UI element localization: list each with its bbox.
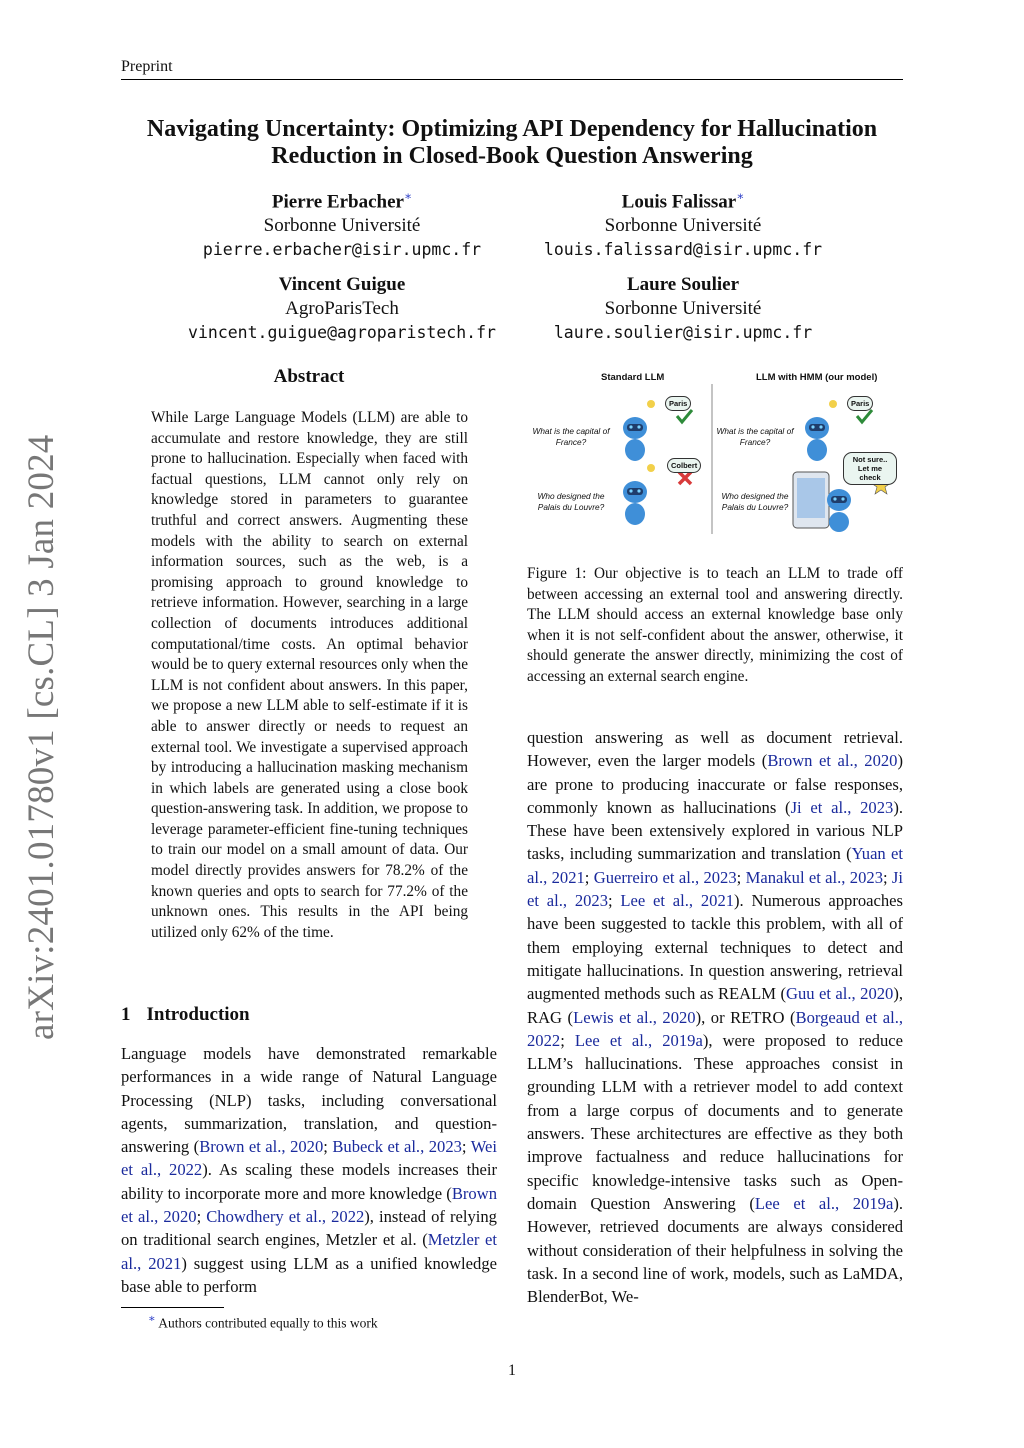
figure-question-1-right: What is the capital of France? [716, 426, 794, 447]
abstract-text: While Large Language Models (LLM) are able to accumulate and restore knowledge, they are still prone to hallucination. Especially when faced with factual questions, LLM cannot only rely on knowledge stored in parameters to guarantee truthful and correct answers. Augmenting these models with the ability to search on external information sources, such as the web, is a promising approach to ground knowledge to retrieve information. However, searching in a large collection of documents introduces additional computational/time costs. An optimal behavior would be to query external resources only when the LLM is not confident about answers. In this paper, we propose a new LLM able to self-estimate if it is able to answer directly or needs to request an external tool. We investigate a supervised approach by introducing a hallucination masking mechanism in which labels are generated using a close book question-answering task. In addition, we propose to leverage parameter-efficient fine-tuning techniques to train our model on a small amount of data. Our model directly provides answers for 78.2% of the known queries and opts to search for 77.2% of the unknown ones. This results in the API being utilized only 62% of the time. [151, 409, 468, 941]
citation-link[interactable]: 2022 [331, 1207, 365, 1227]
paper-title: Navigating Uncertainty: Optimizing API Dependency for Hallucination Reduction in Closed-Book Question Answering [146, 116, 878, 169]
figure-1 [527, 366, 903, 541]
citation-link[interactable]: 2021 [551, 867, 585, 887]
citation-link[interactable]: 2021 [148, 1253, 182, 1273]
citation-link[interactable]: Lee et al., [754, 1193, 840, 1213]
body-text: ; [882, 867, 892, 887]
answer-bubble-paris-right: Paris [847, 396, 873, 411]
citation-link[interactable]: 2020 [662, 1007, 696, 1027]
citation-link[interactable]: 2023 [860, 797, 894, 817]
citation-link[interactable]: 2023 [849, 867, 883, 887]
intro-paragraph-left [121, 1042, 497, 1298]
body-text: ; [736, 867, 746, 887]
body-text [693, 891, 701, 910]
body-text: ; [461, 1137, 471, 1157]
citation-link[interactable]: 2019a [852, 1193, 894, 1213]
author-name: Louis Falissar [621, 191, 737, 213]
author-block [142, 273, 542, 345]
page-number: 1 [508, 1362, 516, 1379]
body-text: ). Numerous approaches have been suggested to tackle this problem, with all of them employing external techniques to detect and mitigate hallucinations. In question answering, retrieval augmented methods such as REALM ( [527, 891, 904, 1004]
body-text: ; [560, 1030, 575, 1050]
answer-bubble-paris: Paris [665, 396, 691, 411]
citation-link[interactable]: Yuan et al., [527, 844, 903, 887]
author-email[interactable]: laure.soulier@isir.upmc.fr [553, 323, 813, 342]
section-number: 1 [121, 1004, 131, 1025]
citation-link[interactable]: Brown et al., [767, 751, 858, 771]
equal-contribution-mark: ∗ [403, 189, 413, 203]
robot-icon [827, 489, 851, 532]
citation-link[interactable]: Ji et al., [527, 867, 903, 911]
body-text: ; [323, 1137, 333, 1157]
figure-question-2: Who designed the Palais du Louvre? [537, 491, 605, 512]
body-text: ) suggest using LLM as a unified knowledge base able to perform [121, 1253, 497, 1296]
body-text: ; [608, 891, 621, 911]
citation-link[interactable]: 2023 [703, 867, 737, 887]
citation-link[interactable]: 2022 [527, 1030, 561, 1050]
citation-link[interactable]: Ji et al., [790, 797, 852, 817]
body-text: Language models have demonstrated remarkable performances in a wide range of Natural Language Processing (NLP) tasks, including conversational agents, summarization, translation, and question-answering ( [121, 1044, 497, 1157]
citation-link[interactable]: 2023 [574, 891, 608, 911]
body-text [851, 798, 860, 817]
intro-paragraph-right [527, 726, 903, 1308]
lightbulb-icon [829, 400, 837, 408]
body-text: ), were proposed to reduce LLM’s hallucinations. These approaches consist in grounding LLM with a retriever model to add context from a large corpus of documents and to generate answers. These architectures are effective as they both improve factualness and reduce hallucinations for specific knowledge-intensive tasks such as Open-domain Question Answering ( [527, 1030, 903, 1213]
robot-icon [805, 417, 829, 461]
citation-link[interactable]: Brown et al., [121, 1183, 497, 1227]
cross-icon [679, 472, 691, 484]
author-block [483, 184, 883, 262]
section-heading [121, 1004, 250, 1026]
body-text: ), or RETRO ( [695, 1007, 796, 1027]
body-text [839, 1194, 853, 1213]
answer-bubble-unsure: Not sure.. Let me check [843, 452, 897, 485]
citation-link[interactable]: Lewis et al., [573, 1007, 657, 1027]
body-text: ; [196, 1207, 207, 1227]
citation-link[interactable]: 2019a [662, 1030, 703, 1050]
lightbulb-icon [647, 464, 655, 472]
robot-icon [623, 417, 647, 461]
author-affiliation: Sorbonne Université [604, 298, 762, 319]
author-name: Vincent Guigue [278, 274, 406, 295]
lightbulb-icon [647, 400, 655, 408]
body-text: question answering as well as document retrieval. However, even the larger models ( [527, 728, 903, 771]
citation-link[interactable]: 2021 [700, 891, 735, 911]
citation-link[interactable]: Metzler et al., [121, 1230, 497, 1273]
equal-contribution-mark: ∗ [736, 189, 745, 203]
author-email[interactable]: vincent.guigue@agroparistech.fr [188, 323, 496, 342]
header-rule [121, 79, 903, 80]
citation-link[interactable]: 2023 [428, 1137, 462, 1157]
footnote-mark: ∗ [148, 1313, 156, 1325]
body-text: ). However, retrieved documents are always considered without consideration of their helpfulness in solving the task. In a second line of work, models, such as LaMDA, BlenderBot, We- [527, 1193, 903, 1307]
tablet-icon [793, 472, 829, 528]
body-text: ), RAG ( [527, 984, 904, 1027]
author-email[interactable]: louis.falissard@isir.upmc.fr [543, 240, 823, 260]
check-icon [857, 410, 872, 422]
citation-link[interactable]: Chowdhery et al., [206, 1207, 327, 1227]
author-block [483, 273, 883, 345]
figure-right-heading: LLM with HMM (our model) [756, 372, 878, 383]
abstract-heading: Abstract [273, 366, 345, 387]
author-name: Pierre Erbacher [271, 191, 404, 213]
author-affiliation: Sorbonne Université [263, 215, 421, 237]
citation-link[interactable]: 2020 [864, 751, 898, 771]
robot-icon [623, 481, 647, 525]
arxiv-side-stamp: arXiv:2401.01780v1 [cs.CL] 3 Jan 2024 [21, 434, 62, 1040]
author-block [142, 184, 542, 262]
body-text: ; [584, 867, 594, 887]
citation-link[interactable]: Bubeck et al., [332, 1137, 425, 1157]
citation-link[interactable]: Lee et al., [574, 1030, 653, 1050]
citation-link[interactable]: Borgeaud et al., [795, 1007, 903, 1027]
body-text: ). These have been extensively explored in various NLP tasks, including summarization and translation ( [527, 797, 903, 864]
body-text [567, 891, 575, 910]
citation-link[interactable]: 2020 [163, 1207, 197, 1227]
citation-link[interactable]: 2020 [860, 984, 894, 1004]
citation-link[interactable]: 2022 [169, 1160, 203, 1180]
body-text [652, 1031, 662, 1050]
body-text: ) are prone to producing inaccurate or false responses, commonly known as hallucinations ( [527, 751, 903, 817]
figure-question-2-right: Who designed the Palais du Louvre? [721, 491, 789, 512]
author-affiliation: AgroParisTech [285, 298, 399, 319]
running-header: Preprint [121, 58, 173, 75]
figure-question-1: What is the capital of France? [532, 426, 610, 447]
section-title: Introduction [146, 1004, 250, 1025]
body-text: ). As scaling these models increases their ability to incorporate more and more knowledge ( [121, 1160, 497, 1203]
footnote [148, 1312, 378, 1332]
answer-bubble-colbert: Colbert [667, 458, 701, 473]
citation-link[interactable]: Brown et al., [199, 1137, 286, 1157]
citation-link[interactable]: Manakul et al., [745, 867, 846, 887]
citation-link[interactable]: Guu et al., [786, 984, 856, 1004]
figure-caption: Figure 1: Our objective is to teach an LLM to trade off between accessing an external tool and answering directly. The LLM should access an external knowledge base only when it is not self-confident about the answer, otherwise, it should generate the answer directly, minimizing the cost of accessing an external search engine. [527, 565, 903, 685]
author-name: Laure Soulier [626, 274, 740, 295]
citation-link[interactable]: Lee et al., [620, 891, 694, 911]
footnote-rule [121, 1307, 224, 1308]
citation-link[interactable]: Guerreiro et al., [593, 867, 700, 887]
citation-link[interactable]: Wei et al., [121, 1137, 498, 1180]
footnote-text: Authors contributed equally to this work [158, 1315, 378, 1331]
citation-link[interactable]: 2020 [290, 1137, 324, 1157]
check-icon [677, 410, 692, 422]
body-text [161, 1160, 169, 1179]
author-affiliation: Sorbonne Université [604, 215, 762, 237]
author-email[interactable]: pierre.erbacher@isir.upmc.fr [202, 240, 482, 260]
figure-left-heading: Standard LLM [601, 372, 665, 383]
body-text: ), instead of relying on traditional search engines, Metzler et al. ( [121, 1207, 497, 1250]
